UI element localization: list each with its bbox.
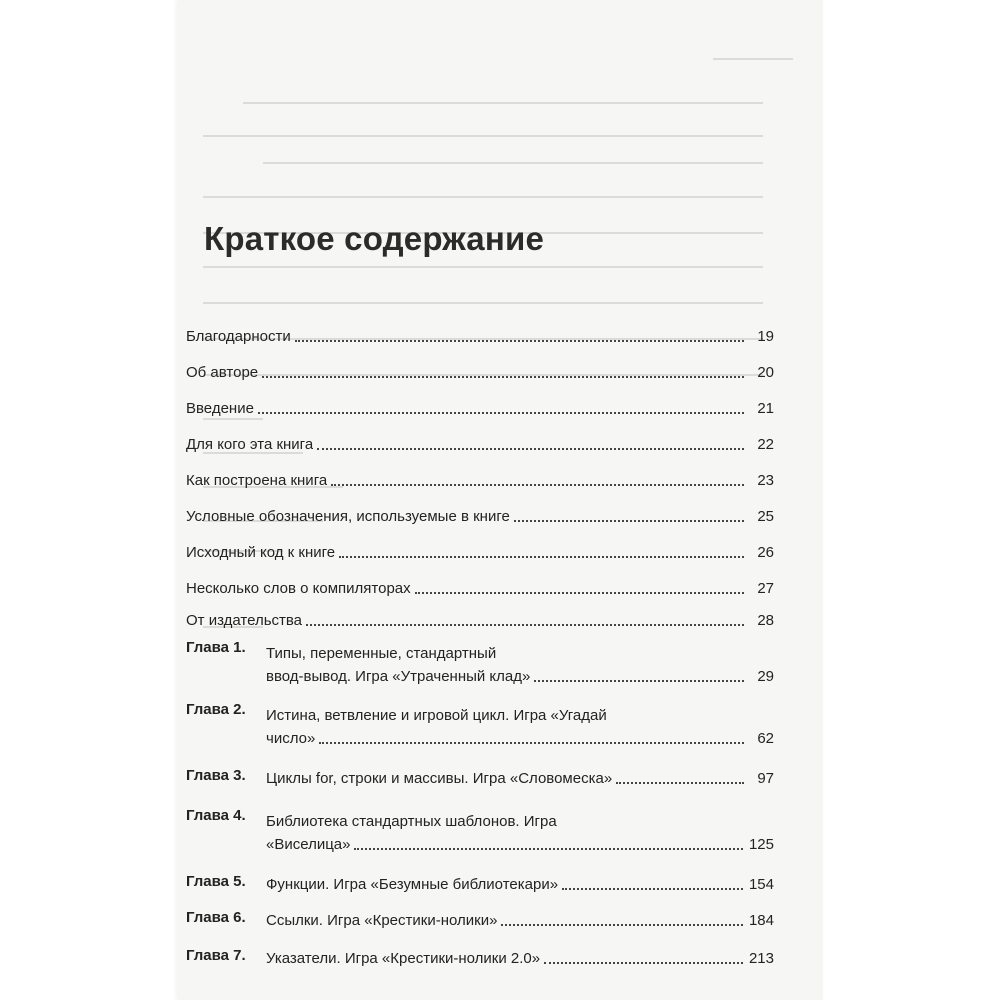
toc-entry-title: Несколько слов о компиляторах — [186, 580, 411, 597]
toc-entry-page: 23 — [757, 472, 774, 489]
toc-entry[interactable] — [186, 384, 774, 420]
toc-entry-page: 22 — [757, 436, 774, 453]
chapter-text — [266, 947, 749, 970]
chapter-text — [266, 873, 749, 896]
toc-entry-title: Об авторе — [186, 364, 259, 381]
dot-leader — [514, 520, 744, 522]
chapter-label: Глава 6. — [186, 909, 246, 926]
chapter-label: Глава 7. — [186, 947, 246, 964]
chapter-title-line: Циклы for, строки и массивы. Игра «Словомеска» — [266, 770, 613, 787]
chapter-title-line: Истина, ветвление и игровой цикл. Игра «Угадай — [266, 707, 607, 724]
toc-entry-title: Введение — [186, 400, 254, 417]
toc-entry-page: 27 — [757, 580, 774, 597]
dot-leader — [562, 888, 743, 890]
toc-entry-page: 97 — [757, 770, 774, 787]
toc-chapter-entry[interactable] — [186, 906, 774, 932]
toc-entry[interactable] — [186, 528, 774, 564]
chapter-text — [266, 704, 750, 750]
toc-chapter-entry[interactable] — [186, 636, 774, 688]
toc-entry[interactable] — [186, 456, 774, 492]
toc-entry-title: Исходный код к книге — [186, 544, 336, 561]
toc-entry[interactable] — [186, 312, 774, 348]
toc-chapter-entry[interactable] — [186, 698, 774, 750]
toc-entry-title: Как построена книга — [186, 472, 328, 489]
toc-entry[interactable] — [186, 600, 774, 632]
chapter-title-line: Ссылки. Игра «Крестики-нолики» — [266, 912, 498, 929]
toc-entry-page: 26 — [757, 544, 774, 561]
dot-leader — [306, 624, 744, 626]
chapter-label: Глава 1. — [186, 639, 246, 656]
toc-entry-page: 25 — [757, 508, 774, 525]
dot-leader — [262, 376, 744, 378]
chapter-title-line: Библиотека стандартных шаблонов. Игра — [266, 813, 557, 830]
dot-leader — [544, 962, 743, 964]
dot-leader — [258, 412, 744, 414]
toc-entry-page: 29 — [757, 668, 774, 685]
chapter-label: Глава 2. — [186, 701, 246, 718]
chapter-label: Глава 4. — [186, 807, 246, 824]
toc-entry[interactable] — [186, 348, 774, 384]
chapter-title-last-line — [266, 665, 750, 688]
dot-leader — [501, 924, 743, 926]
toc-entry-page: 19 — [757, 328, 774, 345]
toc-entry-page: 213 — [748, 950, 774, 967]
chapter-title-line: «Виселица» — [266, 836, 351, 853]
toc-entry-page: 62 — [757, 730, 774, 747]
chapter-text — [266, 810, 749, 856]
chapter-text — [266, 642, 750, 688]
toc-entry-page: 154 — [748, 876, 774, 893]
chapter-title-line: Типы, переменные, стандартный — [266, 645, 497, 662]
dot-leader — [534, 680, 744, 682]
toc-list — [186, 312, 774, 970]
toc-entry-title: Благодарности — [186, 328, 291, 345]
chapter-title-last-line — [266, 727, 750, 750]
chapter-title-last-line — [266, 767, 750, 790]
toc-entry-page: 28 — [757, 612, 774, 629]
dot-leader — [295, 340, 744, 342]
chapter-label: Глава 5. — [186, 873, 246, 890]
dot-leader — [319, 742, 744, 744]
toc-chapter-entry[interactable] — [186, 870, 774, 896]
toc-entry-page: 184 — [748, 912, 774, 929]
chapter-title-last-line — [266, 873, 749, 896]
chapter-text — [266, 767, 750, 790]
toc-entry-page: 125 — [748, 836, 774, 853]
chapter-title-line: ввод-вывод. Игра «Утраченный клад» — [266, 668, 531, 685]
dot-leader — [339, 556, 744, 558]
toc-chapter-entry[interactable] — [186, 944, 774, 970]
chapter-text — [266, 909, 749, 932]
chapter-title-line: Функции. Игра «Безумные библиотекари» — [266, 876, 559, 893]
toc-entry-title: Условные обозначения, используемые в книге — [186, 508, 510, 525]
dot-leader — [317, 448, 744, 450]
chapter-title-last-line — [266, 947, 749, 970]
chapter-title-last-line — [266, 909, 749, 932]
chapter-title-line: Указатели. Игра «Крестики-нолики 2.0» — [266, 950, 541, 967]
table-of-contents-page — [178, 0, 823, 1000]
toc-entry[interactable] — [186, 564, 774, 600]
chapter-label: Глава 3. — [186, 767, 246, 784]
toc-chapter-entry[interactable] — [186, 804, 774, 856]
toc-entry-page: 20 — [757, 364, 774, 381]
dot-leader — [415, 592, 744, 594]
toc-entry[interactable] — [186, 420, 774, 456]
toc-chapter-entry[interactable] — [186, 764, 774, 790]
dot-leader — [331, 484, 744, 486]
toc-entry[interactable] — [186, 492, 774, 528]
chapter-title-line: число» — [266, 730, 316, 747]
toc-entry-title: Для кого эта книга — [186, 436, 314, 453]
toc-entry-title: От издательства — [186, 612, 303, 629]
dot-leader — [616, 782, 744, 784]
chapter-title-last-line — [266, 833, 749, 856]
dot-leader — [354, 848, 742, 850]
toc-entry-page: 21 — [757, 400, 774, 417]
page-title: Краткое содержание — [204, 220, 544, 257]
